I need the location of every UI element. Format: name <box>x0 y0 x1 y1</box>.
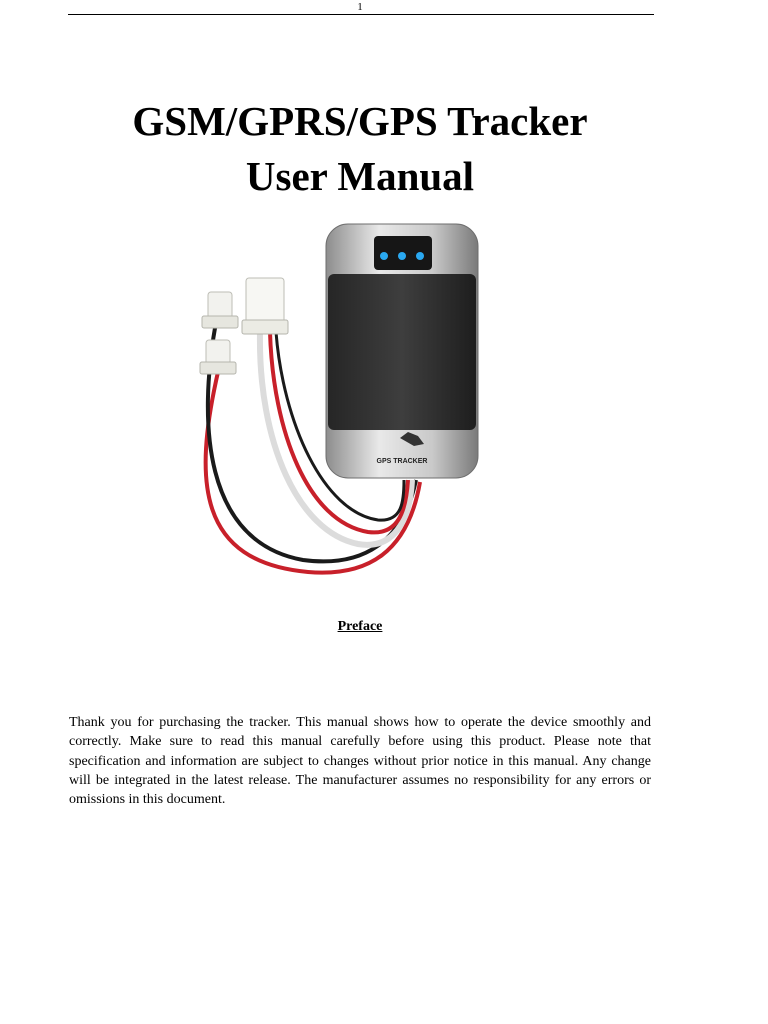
title-line-2: User Manual <box>245 153 475 199</box>
tracker-device-photo <box>188 222 488 590</box>
connector-left-top <box>202 292 238 328</box>
preface-heading: Preface <box>337 619 383 634</box>
page-number: 1 <box>357 1 363 13</box>
connector-main <box>242 278 288 334</box>
header-rule <box>68 14 654 15</box>
connector-left-bottom <box>200 340 236 374</box>
title-line-1: GSM/GPRS/GPS Tracker <box>132 98 588 144</box>
preface-body: Thank you for purchasing the tracker. This manual shows how to operate the device smoothly and correctly. Make sure to read this manual carefully before using this product. Please note that specification and information are subject to changes without prior notice in this manual. Any change will be integrated in the latest release. The manufacturer assumes no responsibility for any errors or omissions in this document. <box>69 715 651 808</box>
device-label: GPS TRACKER <box>376 458 428 465</box>
document-title <box>0 94 720 204</box>
